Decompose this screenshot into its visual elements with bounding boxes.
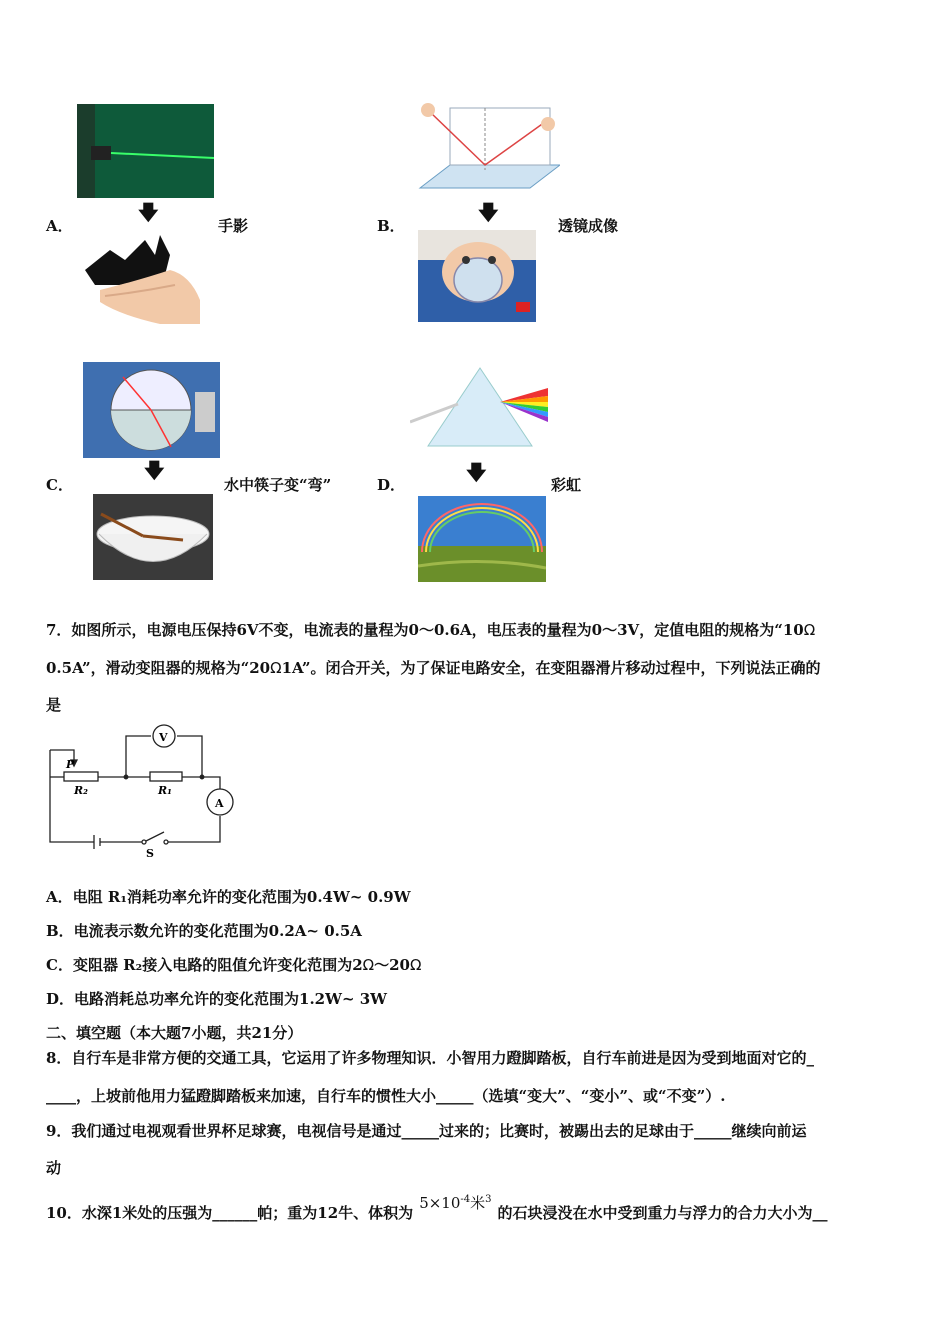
refraction-protractor-image xyxy=(83,362,220,458)
q7-option-c: C．变阻器 R₂接入电路的阻值允许变化范围为2Ω～20Ω xyxy=(46,956,422,974)
option-caption-b: 透镜成像 xyxy=(558,217,619,235)
ohm-symbol: Ω xyxy=(270,659,282,677)
q7-option-a: A．电阻 R₁消耗功率允许的变化范围为0.4W~ 0.9W xyxy=(46,888,411,906)
q7-option-d: D．电路消耗总功率允许的变化范围为1.2W~ 3W xyxy=(46,990,388,1008)
ohm-symbol: Ω xyxy=(803,621,816,639)
q7-text-line2: 0.5A”，滑动变阻器的规格为“20Ω1A”。闭合开关，为了保证电路安全，在变阻器滑片移动过程中，下列说法正确的 xyxy=(46,659,821,677)
q7-text-line3: 是 xyxy=(46,696,62,714)
voltmeter-label: V xyxy=(159,731,168,744)
volume-formula: $5\times 10^{-4}$米$^3$ xyxy=(419,1194,492,1212)
option-letter-a: A． xyxy=(46,217,73,235)
option-letter-c: C． xyxy=(46,476,73,494)
arrow-down-icon: 🡇 xyxy=(466,460,487,484)
q9-text-line1: 9．我们通过电视观看世界杯足球赛，电视信号是通过_____过来的；比赛时，被踢出去的足球由于_____继续向前运 xyxy=(46,1122,807,1140)
circuit-diagram xyxy=(46,722,236,860)
section-heading: 二、填空题（本大题7小题，共21分） xyxy=(46,1024,303,1042)
r2-label: R₂ xyxy=(74,784,88,797)
arrow-down-icon: 🡇 xyxy=(144,458,165,482)
arrow-down-icon: 🡇 xyxy=(478,200,499,224)
laser-beam-image xyxy=(77,104,214,198)
hand-shadow-image xyxy=(80,230,206,324)
reflection-diagram-image xyxy=(410,100,560,194)
q8-text-line1: 8．自行车是非常方便的交通工具，它运用了许多物理知识．小智用力蹬脚踏板，自行车前进是因为受到地面对它的_ xyxy=(46,1049,814,1067)
q9-text-line2: 动 xyxy=(46,1159,62,1177)
ammeter-label: A xyxy=(215,797,224,810)
option-caption-d: 彩虹 xyxy=(551,476,582,494)
slider-label: P xyxy=(66,758,75,771)
chopsticks-bowl-image xyxy=(93,494,213,580)
q10-text: 10．水深1米处的压强为______帕；重为12牛、体积为$5\times 10^{-4}$米$^3$的石块浸没在水中受到重力与浮力的合力大小为__ xyxy=(46,1194,828,1222)
q8-text-line2: ____，上坡前他用力猛蹬脚踏板来加速，自行车的惯性大小_____（选填“变大”、“变小”、或“不变”）. xyxy=(46,1087,726,1105)
option-letter-d: D． xyxy=(377,476,406,494)
q7-option-b: B．电流表示数允许的变化范围为0.2A~ 0.5A xyxy=(46,922,362,940)
r1-label: R₁ xyxy=(158,784,172,797)
option-letter-b: B． xyxy=(377,217,405,235)
option-caption-c: 水中筷子变“弯” xyxy=(224,476,332,494)
q7-text-line1: 7．如图所示，电源电压保持6V不变，电流表的量程为0～0.6A，电压表的量程为0～3V，定值电阻的规格为“10Ω xyxy=(46,621,816,639)
prism-dispersion-image xyxy=(410,364,550,450)
option-caption-a: 手影 xyxy=(218,217,249,235)
lens-image-photo xyxy=(418,230,536,322)
ohm-symbol: Ω xyxy=(409,956,422,974)
rainbow-photo xyxy=(418,496,546,582)
ohm-symbol: Ω xyxy=(362,956,375,974)
arrow-down-icon: 🡇 xyxy=(138,200,159,224)
switch-label: S xyxy=(146,847,154,860)
